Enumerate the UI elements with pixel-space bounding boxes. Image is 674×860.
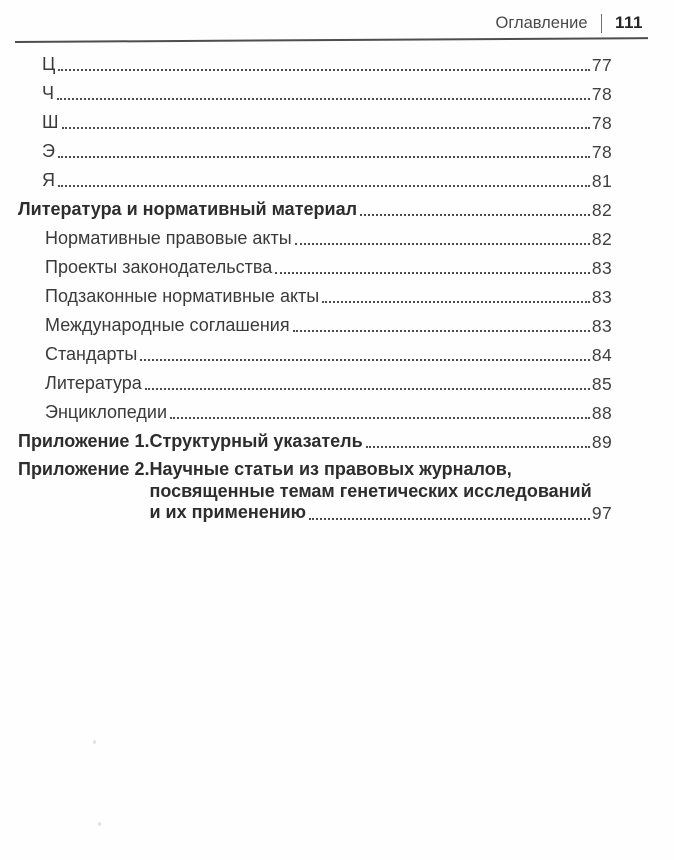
dotted-leader	[58, 156, 590, 158]
toc-entry-page: 83	[591, 257, 612, 278]
toc-section-entry	[18, 191, 612, 220]
header-separator-bar	[601, 14, 603, 33]
toc-entry-page: 85	[591, 373, 612, 394]
appendix-title: Структурный указатель	[149, 430, 363, 451]
scan-speck	[98, 822, 101, 826]
dotted-leader	[170, 417, 590, 419]
toc-entry-label: Энциклопедии	[45, 402, 168, 423]
dotted-leader	[360, 214, 590, 216]
appendix-title: и их применению	[149, 502, 307, 522]
running-header	[0, 13, 643, 33]
toc-entry-label: Стандарты	[45, 344, 138, 365]
toc-appendix-1-entry	[18, 423, 612, 452]
toc-entry-page: 83	[591, 315, 612, 336]
running-header-title: Оглавление	[495, 13, 588, 32]
toc-entry	[18, 249, 612, 278]
appendix-label: Приложение 1.	[18, 430, 150, 451]
toc-entry-label: Ц	[42, 54, 56, 75]
toc-entry-page: 88	[591, 402, 612, 423]
toc-entry-page: 78	[591, 83, 612, 104]
toc-entry-page: 78	[591, 112, 612, 133]
dotted-leader	[322, 301, 590, 303]
dotted-leader	[275, 272, 590, 274]
toc-entry	[18, 75, 612, 104]
toc-entry-label: Э	[42, 141, 55, 162]
dotted-leader	[293, 330, 590, 332]
toc-entry-label: Международные соглашения	[45, 315, 290, 336]
dotted-leader	[58, 69, 590, 71]
toc-entry-label: Подзаконные нормативные акты	[45, 286, 320, 307]
toc-entry-page: 78	[591, 141, 612, 162]
appendix-label: Приложение 2.	[18, 459, 150, 479]
appendix-title-line	[149, 431, 612, 453]
dotted-leader	[57, 98, 590, 100]
table-of-contents	[18, 46, 612, 524]
toc-entry	[18, 365, 612, 394]
dotted-leader	[366, 446, 590, 448]
appendix-title-block	[149, 459, 612, 524]
toc-entry	[18, 162, 612, 191]
appendix-title-block	[149, 431, 612, 453]
toc-entry-page: 81	[591, 170, 612, 191]
toc-entry	[18, 46, 612, 75]
toc-entry-page: 83	[591, 286, 612, 307]
appendix-title-line: посвященные темам генетических исследований	[149, 480, 592, 501]
toc-entry-page: 84	[591, 344, 612, 365]
toc-entry	[18, 336, 612, 365]
toc-entry	[18, 104, 612, 133]
toc-entry-label: Литература и нормативный материал	[18, 199, 358, 220]
toc-entry	[18, 278, 612, 307]
toc-entry-label: Литература	[45, 373, 142, 394]
toc-entry-label: Ч	[42, 83, 54, 104]
appendix-title-line: Научные статьи из правовых журналов,	[149, 459, 512, 479]
toc-entry-label: Ш	[42, 112, 59, 133]
toc-appendix-2-entry	[18, 459, 612, 524]
dotted-leader	[295, 243, 590, 245]
toc-entry-label: Нормативные правовые акты	[45, 228, 292, 249]
toc-entry-page: 89	[591, 431, 612, 452]
appendix-title-line	[149, 502, 612, 524]
header-rule	[15, 37, 648, 43]
toc-entry-page: 82	[591, 228, 612, 249]
dotted-leader	[309, 518, 590, 520]
dotted-leader	[58, 185, 590, 187]
toc-entry-page: 97	[591, 503, 612, 524]
toc-entry	[18, 220, 612, 249]
dotted-leader	[62, 127, 590, 129]
toc-entry-page: 77	[591, 54, 612, 75]
dotted-leader	[145, 388, 590, 390]
dotted-leader	[140, 359, 590, 361]
toc-entry	[18, 133, 612, 162]
toc-entry-page: 82	[591, 199, 612, 220]
scan-speck	[93, 740, 96, 744]
toc-entry-label: Я	[42, 170, 55, 191]
toc-entry-label: Проекты законодательства	[45, 257, 273, 278]
toc-entry	[18, 394, 612, 423]
toc-entry	[18, 307, 612, 336]
page-number: 111	[615, 13, 643, 32]
